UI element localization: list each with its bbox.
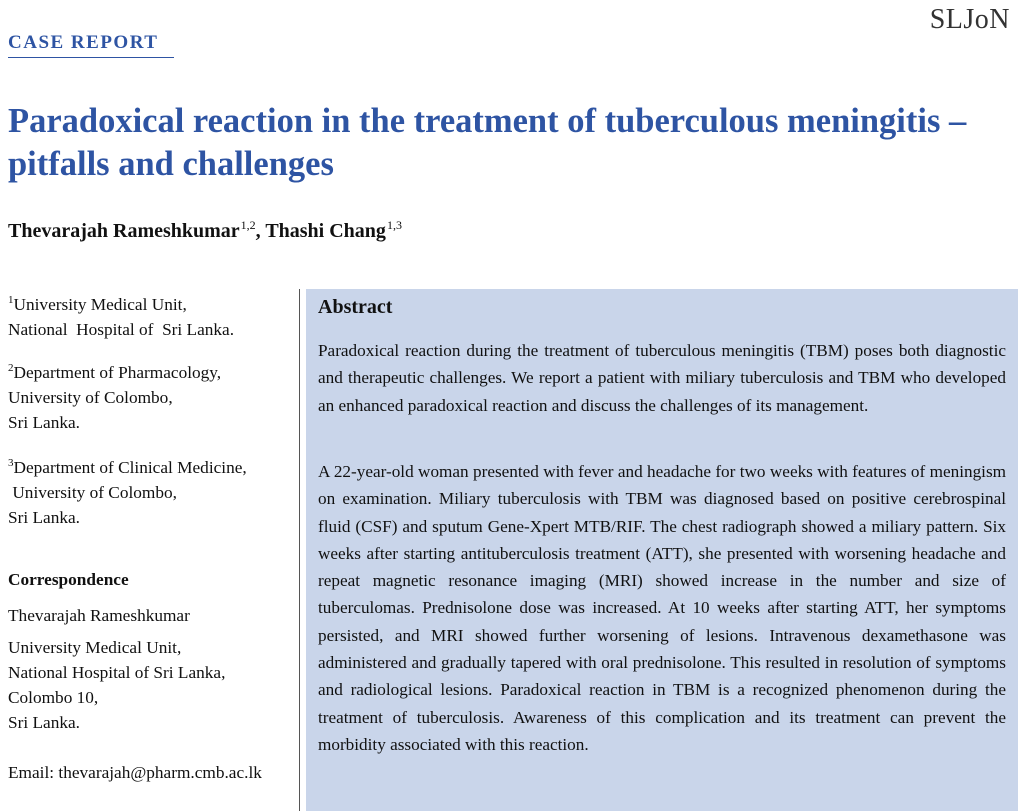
author-name: Thevarajah Rameshkumar	[8, 220, 240, 242]
address-line: University Medical Unit,	[8, 638, 182, 657]
affiliation-1	[8, 288, 234, 342]
author-separator: ,	[255, 220, 266, 242]
journal-name: SLJoN	[929, 4, 1010, 35]
affiliation-line: Department of Clinical Medicine,	[13, 458, 247, 477]
address-line: Sri Lanka.	[8, 713, 80, 732]
correspondence-name: Thevarajah Rameshkumar	[8, 606, 190, 625]
author-list	[8, 218, 402, 243]
address-line: National Hospital of Sri Lanka,	[8, 663, 226, 682]
author-affiliation-marker: 1,2	[240, 218, 256, 232]
article-title: Paradoxical reaction in the treatment of tuberculous meningitis – pitfalls and challenges	[8, 102, 967, 183]
affiliation-number: 3	[8, 457, 14, 469]
affiliation-number: 2	[8, 362, 14, 374]
correspondence-heading: Correspondence	[8, 570, 129, 589]
affiliation-line: University of Colombo,	[8, 483, 177, 502]
correspondence-email[interactable]: Email: thevarajah@pharm.cmb.ac.lk	[8, 763, 262, 782]
affiliation-line: Sri Lanka.	[8, 413, 80, 432]
affiliation-2	[8, 356, 221, 435]
abstract-heading: Abstract	[318, 296, 393, 318]
affiliation-number: 1	[8, 294, 14, 306]
section-label: CASE REPORT	[8, 32, 159, 53]
correspondence-address	[8, 635, 225, 735]
affiliation-line: Department of Pharmacology,	[13, 363, 222, 382]
affiliation-line: National Hospital of Sri Lanka.	[8, 320, 235, 339]
affiliation-line: University of Colombo,	[8, 388, 173, 407]
author-affiliation-marker: 1,3	[386, 218, 402, 232]
affiliation-3	[8, 451, 247, 530]
abstract-paragraph-2: A 22-year-old woman presented with fever and headache for two weeks with features of meningism on examination. Miliary tuberculosis with TBM was diagnosed based on positive cerebrospinal fluid (CSF) and sputum Gene-Xpert MTB/RIF. The chest radiograph showed a miliary pattern. Six weeks after starting antituberculosis treatment (ATT), she presented with worsening headache and repeat magnetic resonance imaging (MRI) showed increase in the number and size of tuberculomas. Prednisolone dose was increased. At 10 weeks after starting ATT, her symptoms persisted, and MRI showed further worsening of lesions. Intravenous dexamethasone was administered and gradually tapered with oral prednisolone. This resulted in resolution of symptoms and radiological lesions. Paradoxical reaction in TBM is a recognized phenomenon during the treatment of tuberculosis. Awareness of this complication and its treatment can prevent the morbidity associated with this reaction.	[318, 462, 1006, 754]
author-name: Thashi Chang	[265, 220, 386, 242]
affiliation-line: Sri Lanka.	[8, 508, 80, 527]
affiliation-line: University Medical Unit,	[13, 295, 187, 314]
address-line: Colombo 10,	[8, 688, 99, 707]
column-divider	[299, 289, 300, 811]
section-underline	[8, 57, 174, 58]
abstract-paragraph-1: Paradoxical reaction during the treatment of tuberculous meningitis (TBM) poses both diagnostic and therapeutic challenges. We report a patient with miliary tuberculosis and TBM who developed an enhanced paradoxical reaction and discuss the challenges of its management.	[318, 341, 1006, 415]
